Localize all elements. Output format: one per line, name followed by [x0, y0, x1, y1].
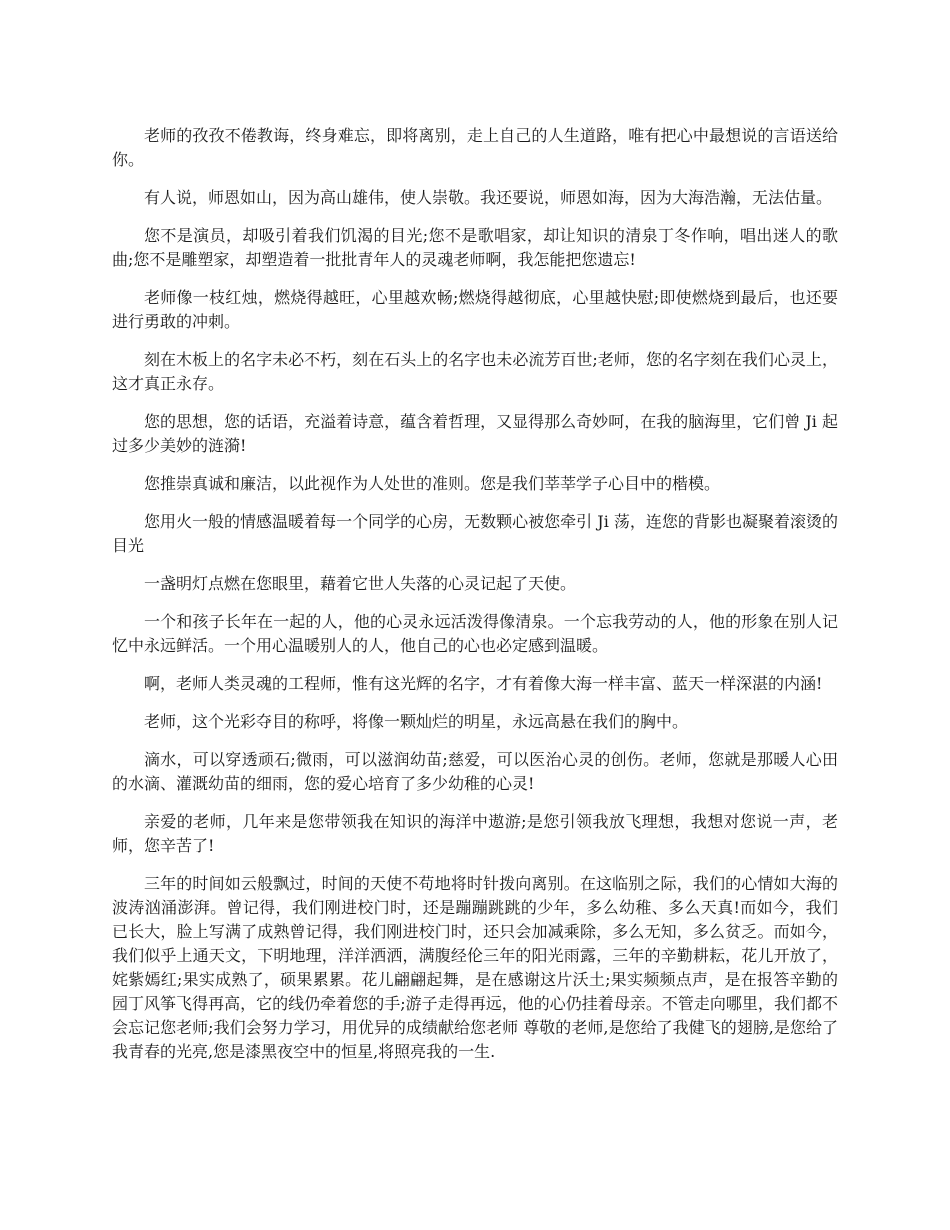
paragraph-8: 您用火一般的情感温暖着每一个同学的心房，无数颗心被您牵引 Ji 荡，连您的背影也凝聚着滚烫的目光 — [112, 512, 838, 555]
document-body — [112, 124, 838, 1078]
paragraph-6: 您的思想，您的话语，充溢着诗意，蕴含着哲理，又显得那么奇妙呵，在我的脑海里，它们曾 Ji 起过多少美妙的涟漪! — [112, 412, 838, 455]
paragraph-10: 一个和孩子长年在一起的人，他的心灵永远活泼得像清泉。一个忘我劳动的人，他的形象在别人记忆中永远鲜活。一个用心温暖别人的人，他自己的心也必定感到温暖。 — [112, 612, 838, 655]
paragraph-1: 老师的孜孜不倦教诲，终身难忘，即将离别，走上自己的人生道路，唯有把心中最想说的言语送给你。 — [112, 126, 838, 169]
paragraph-3: 您不是演员，却吸引着我们饥渴的目光;您不是歌唱家，却让知识的清泉丁冬作响，唱出迷人的歌曲;您不是雕塑家，却塑造着一批批青年人的灵魂老师啊，我怎能把您遗忘! — [112, 226, 838, 269]
paragraph-12: 老师，这个光彩夺目的称呼，将像一颗灿烂的明星，永远高悬在我们的胸中。 — [144, 712, 689, 731]
paragraph-15: 三年的时间如云般飘过，时间的天使不苟地将时针拨向离别。在这临别之际，我们的心情如大海的波涛汹涌澎湃。曾记得，我们刚进校门时，还是蹦蹦跳跳的少年，多么幼稚、多么天真!而如今，我们已长大，脸上写满了成熟曾记得，我们刚进校门时，还只会加减乘除，多么无知，多么贫乏。而如今，我们似乎上通天文，下明地理，洋洋洒洒，满腹经伦三年的阳光雨露，三年的辛勤耕耘，花儿开放了，姹紫嫣红;果实成熟了，硕果累累。花儿翩翩起舞，是在感谢这片沃土;果实频频点声，是在报答辛勤的园丁风筝飞得再高，它的线仍牵着您的手;游子走得再远，他的心仍挂着母亲。不管走向哪里，我们都不会忘记您老师;我们会努力学习，用优异的成绩献给您老师 尊敬的老师,是您给了我健飞的翅膀,是您给了我青春的光亮,您是漆黑夜空中的恒星,将照亮我的一生. — [112, 874, 838, 1061]
paragraph-5: 刻在木板上的名字未必不朽，刻在石头上的名字也未必流芳百世;老师，您的名字刻在我们心灵上，这才真正永存。 — [112, 350, 838, 393]
paragraph-4: 老师像一枝红烛，燃烧得越旺，心里越欢畅;燃烧得越彻底，心里越快慰;即使燃烧到最后，也还要进行勇敢的冲刺。 — [112, 288, 838, 331]
paragraph-2: 有人说，师恩如山，因为高山雄伟，使人崇敬。我还要说，师恩如海，因为大海浩瀚，无法估量。 — [144, 188, 833, 207]
paragraph-11: 啊，老师人类灵魂的工程师，惟有这光辉的名字，才有着像大海一样丰富、蓝天一样深湛的内涵! — [144, 674, 823, 693]
paragraph-9: 一盏明灯点燃在您眼里，藉着它世人失落的心灵记起了天使。 — [144, 574, 577, 593]
paragraph-14: 亲爱的老师，几年来是您带领我在知识的海洋中遨游;是您引领我放飞理想，我想对您说一声，老师，您辛苦了! — [112, 812, 838, 855]
paragraph-13: 滴水，可以穿透顽石;微雨，可以滋润幼苗;慈爱，可以医治心灵的创伤。老师，您就是那暖人心田的水滴、灌溉幼苗的细雨，您的爱心培育了多少幼稚的心灵! — [112, 750, 838, 793]
paragraph-7: 您推崇真诚和廉洁，以此视作为人处世的准则。您是我们莘莘学子心目中的楷模。 — [144, 474, 721, 493]
